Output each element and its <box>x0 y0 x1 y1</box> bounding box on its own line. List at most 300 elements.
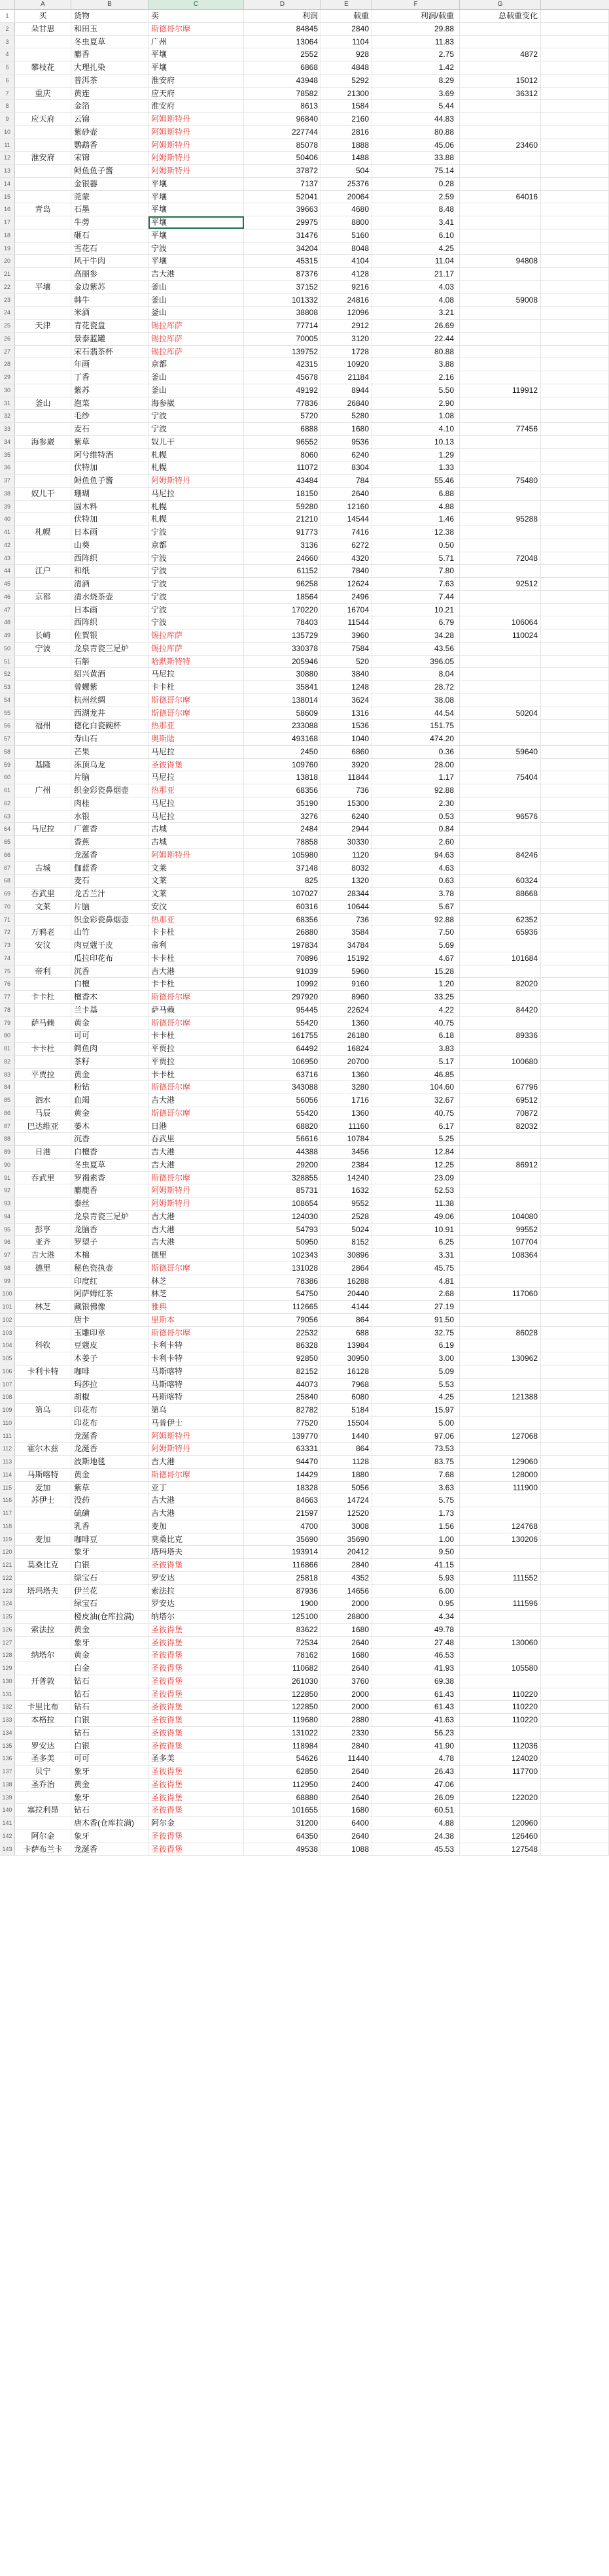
sell-port-cell[interactable]: 吞武里 <box>148 1133 244 1145</box>
goods-cell[interactable]: 龙涎香 <box>71 1843 148 1856</box>
empty-cell[interactable] <box>541 1236 609 1248</box>
profit-cell[interactable]: 4700 <box>244 1520 321 1533</box>
load-cell[interactable]: 504 <box>321 165 372 177</box>
buy-port-cell[interactable] <box>15 707 71 720</box>
row-number[interactable]: 47 <box>0 604 15 616</box>
row-number[interactable]: 43 <box>0 552 15 565</box>
sell-port-cell[interactable]: 马尼拉 <box>148 797 244 810</box>
sell-port-cell[interactable]: 圣彼得堡 <box>148 1779 244 1791</box>
load-cell[interactable]: 26180 <box>321 1029 372 1042</box>
load-cell[interactable]: 5056 <box>321 1482 372 1494</box>
total-load-change-cell[interactable] <box>460 1779 541 1791</box>
total-load-change-cell[interactable] <box>460 1417 541 1430</box>
goods-cell[interactable]: 鳄鱼肉 <box>71 1043 148 1055</box>
profit-per-load-cell[interactable]: 73.53 <box>372 1443 460 1455</box>
buy-port-cell[interactable] <box>15 849 71 861</box>
row-number[interactable]: 63 <box>0 811 15 823</box>
sell-port-cell[interactable]: 阿姆斯特丹 <box>148 139 244 152</box>
sell-port-cell[interactable]: 吉大港 <box>148 1094 244 1107</box>
goods-cell[interactable]: 伊兰花 <box>71 1585 148 1597</box>
profit-cell[interactable]: 343088 <box>244 1081 321 1094</box>
load-cell[interactable]: 3760 <box>321 1675 372 1688</box>
load-cell[interactable]: 1360 <box>321 1069 372 1081</box>
row-number[interactable]: 1 <box>0 10 15 22</box>
row-number[interactable]: 80 <box>0 1029 15 1042</box>
profit-per-load-cell[interactable]: 22.44 <box>372 333 460 345</box>
header-cell-sell[interactable]: 卖 <box>148 10 244 22</box>
row-number[interactable]: 32 <box>0 410 15 422</box>
buy-port-cell[interactable] <box>15 307 71 319</box>
goods-cell[interactable]: 鲟鱼鱼子酱 <box>71 165 148 177</box>
sell-port-cell[interactable]: 宁波 <box>148 243 244 255</box>
total-load-change-cell[interactable] <box>460 836 541 848</box>
empty-cell[interactable] <box>541 1379 609 1391</box>
profit-cell[interactable]: 54750 <box>244 1288 321 1300</box>
row-number[interactable]: 8 <box>0 100 15 112</box>
sell-port-cell[interactable]: 京都 <box>148 539 244 552</box>
sell-port-cell[interactable]: 斯德哥尔摩 <box>148 1081 244 1094</box>
sell-port-cell[interactable]: 麦加 <box>148 1520 244 1533</box>
total-load-change-cell[interactable] <box>460 449 541 461</box>
sell-port-cell[interactable]: 宁波 <box>148 591 244 603</box>
total-load-change-cell[interactable] <box>460 36 541 48</box>
profit-cell[interactable]: 109760 <box>244 759 321 771</box>
total-load-change-cell[interactable]: 106064 <box>460 616 541 629</box>
total-load-change-cell[interactable]: 129060 <box>460 1456 541 1468</box>
total-load-change-cell[interactable] <box>460 243 541 255</box>
total-load-change-cell[interactable] <box>460 965 541 978</box>
profit-per-load-cell[interactable]: 151.75 <box>372 720 460 732</box>
profit-per-load-cell[interactable]: 38.08 <box>372 694 460 707</box>
profit-per-load-cell[interactable]: 1.33 <box>372 461 460 474</box>
total-load-change-cell[interactable] <box>460 281 541 293</box>
total-load-change-cell[interactable] <box>460 371 541 384</box>
total-load-change-cell[interactable] <box>460 694 541 707</box>
profit-cell[interactable]: 138014 <box>244 694 321 707</box>
goods-cell[interactable]: 黄金 <box>71 1649 148 1662</box>
profit-cell[interactable]: 3276 <box>244 811 321 823</box>
profit-cell[interactable]: 13818 <box>244 771 321 784</box>
total-load-change-cell[interactable] <box>460 152 541 164</box>
sell-port-cell[interactable]: 淮安府 <box>148 75 244 87</box>
goods-cell[interactable]: 黄金 <box>71 1779 148 1791</box>
profit-cell[interactable]: 91039 <box>244 965 321 978</box>
goods-cell[interactable]: 黄连 <box>71 88 148 100</box>
buy-port-cell[interactable] <box>15 1520 71 1533</box>
load-cell[interactable]: 2840 <box>321 23 372 35</box>
goods-cell[interactable]: 绍兴黄酒 <box>71 668 148 680</box>
row-number[interactable]: 127 <box>0 1637 15 1649</box>
profit-per-load-cell[interactable]: 15.97 <box>372 1404 460 1416</box>
buy-port-cell[interactable]: 应天府 <box>15 113 71 125</box>
buy-port-cell[interactable]: 淮安府 <box>15 152 71 164</box>
profit-per-load-cell[interactable]: 34.28 <box>372 629 460 642</box>
row-number[interactable]: 11 <box>0 139 15 152</box>
goods-cell[interactable]: 白银 <box>71 1559 148 1571</box>
load-cell[interactable]: 5184 <box>321 1404 372 1416</box>
profit-per-load-cell[interactable]: 47.06 <box>372 1779 460 1791</box>
goods-cell[interactable]: 毛纱 <box>71 410 148 422</box>
buy-port-cell[interactable] <box>15 1391 71 1403</box>
profit-cell[interactable]: 38808 <box>244 307 321 319</box>
goods-cell[interactable]: 黄金 <box>71 1107 148 1120</box>
row-number[interactable]: 62 <box>0 797 15 810</box>
profit-cell[interactable]: 79056 <box>244 1314 321 1326</box>
buy-port-cell[interactable] <box>15 255 71 267</box>
empty-cell[interactable] <box>541 668 609 680</box>
buy-port-cell[interactable] <box>15 1159 71 1171</box>
buy-port-cell[interactable] <box>15 681 71 694</box>
load-cell[interactable]: 20064 <box>321 191 372 203</box>
profit-per-load-cell[interactable]: 0.36 <box>372 746 460 758</box>
sell-port-cell[interactable]: 马斯喀特 <box>148 1391 244 1403</box>
load-cell[interactable]: 5024 <box>321 1224 372 1236</box>
buy-port-cell[interactable]: 朵甘思 <box>15 23 71 35</box>
row-number[interactable]: 61 <box>0 784 15 797</box>
profit-cell[interactable]: 44073 <box>244 1379 321 1391</box>
goods-cell[interactable]: 龙脑香 <box>71 1224 148 1236</box>
goods-cell[interactable]: 藏银佛像 <box>71 1301 148 1313</box>
profit-cell[interactable]: 87376 <box>244 268 321 280</box>
profit-per-load-cell[interactable]: 5.25 <box>372 1133 460 1145</box>
empty-cell[interactable] <box>541 461 609 474</box>
empty-cell[interactable] <box>541 75 609 87</box>
sell-port-cell[interactable]: 马尼拉 <box>148 488 244 500</box>
sell-port-cell[interactable]: 罗安达 <box>148 1572 244 1584</box>
sell-port-cell[interactable]: 釜山 <box>148 281 244 293</box>
buy-port-cell[interactable] <box>15 243 71 255</box>
profit-cell[interactable]: 68356 <box>244 784 321 797</box>
sell-port-cell[interactable]: 京都 <box>148 358 244 371</box>
sell-port-cell[interactable]: 吉大港 <box>148 1159 244 1171</box>
goods-cell[interactable]: 年画 <box>71 358 148 371</box>
profit-cell[interactable]: 161755 <box>244 1029 321 1042</box>
row-number[interactable]: 78 <box>0 1004 15 1016</box>
profit-per-load-cell[interactable]: 6.18 <box>372 1029 460 1042</box>
empty-cell[interactable] <box>541 1365 609 1378</box>
profit-cell[interactable]: 108654 <box>244 1197 321 1210</box>
load-cell[interactable]: 3008 <box>321 1520 372 1533</box>
empty-cell[interactable] <box>541 1469 609 1481</box>
empty-cell[interactable] <box>541 1404 609 1416</box>
profit-per-load-cell[interactable]: 5.53 <box>372 1379 460 1391</box>
goods-cell[interactable]: 玉雕印章 <box>71 1327 148 1339</box>
row-number[interactable]: 124 <box>0 1597 15 1610</box>
total-load-change-cell[interactable] <box>460 436 541 448</box>
sell-port-cell[interactable]: 吉大港 <box>148 1456 244 1468</box>
load-cell[interactable]: 11844 <box>321 771 372 784</box>
row-number[interactable]: 95 <box>0 1224 15 1236</box>
sell-port-cell[interactable]: 马斯喀特 <box>148 1379 244 1391</box>
profit-per-load-cell[interactable]: 7.68 <box>372 1469 460 1481</box>
profit-per-load-cell[interactable]: 10.13 <box>372 436 460 448</box>
buy-port-cell[interactable] <box>15 126 71 139</box>
buy-port-cell[interactable]: 平壤 <box>15 281 71 293</box>
profit-cell[interactable]: 94470 <box>244 1456 321 1468</box>
empty-cell[interactable] <box>541 320 609 332</box>
total-load-change-cell[interactable]: 77456 <box>460 423 541 435</box>
profit-cell[interactable]: 56616 <box>244 1133 321 1145</box>
profit-cell[interactable]: 330378 <box>244 643 321 655</box>
buy-port-cell[interactable]: 马尼拉 <box>15 823 71 835</box>
total-load-change-cell[interactable]: 107704 <box>460 1236 541 1248</box>
empty-cell[interactable] <box>541 113 609 125</box>
load-cell[interactable]: 1104 <box>321 36 372 48</box>
buy-port-cell[interactable] <box>15 539 71 552</box>
profit-per-load-cell[interactable]: 6.25 <box>372 1236 460 1248</box>
profit-per-load-cell[interactable]: 4.25 <box>372 243 460 255</box>
empty-cell[interactable] <box>541 1224 609 1236</box>
profit-per-load-cell[interactable]: 1.20 <box>372 978 460 990</box>
goods-cell[interactable]: 沉香 <box>71 965 148 978</box>
profit-cell[interactable]: 107027 <box>244 888 321 900</box>
empty-cell[interactable] <box>541 126 609 139</box>
total-load-change-cell[interactable]: 86028 <box>460 1327 541 1339</box>
sell-port-cell[interactable]: 平壤 <box>148 61 244 74</box>
total-load-change-cell[interactable]: 67796 <box>460 1081 541 1094</box>
profit-per-load-cell[interactable]: 1.08 <box>372 410 460 422</box>
goods-cell[interactable]: 紫草 <box>71 436 148 448</box>
buy-port-cell[interactable]: 本格拉 <box>15 1714 71 1726</box>
empty-cell[interactable] <box>541 1017 609 1029</box>
buy-port-cell[interactable] <box>15 771 71 784</box>
profit-cell[interactable]: 64350 <box>244 1830 321 1843</box>
goods-cell[interactable]: 紫砂壶 <box>71 126 148 139</box>
row-number[interactable]: 98 <box>0 1262 15 1275</box>
sell-port-cell[interactable]: 文莱 <box>148 888 244 900</box>
load-cell[interactable]: 2840 <box>321 1559 372 1571</box>
empty-cell[interactable] <box>541 1314 609 1326</box>
goods-cell[interactable]: 砸石 <box>71 229 148 242</box>
total-load-change-cell[interactable]: 62352 <box>460 914 541 926</box>
row-number[interactable]: 118 <box>0 1520 15 1533</box>
row-number[interactable]: 46 <box>0 591 15 603</box>
profit-cell[interactable]: 56056 <box>244 1094 321 1107</box>
buy-port-cell[interactable]: 塞拉利昂 <box>15 1804 71 1816</box>
load-cell[interactable]: 20412 <box>321 1546 372 1558</box>
row-number[interactable]: 14 <box>0 178 15 190</box>
profit-per-load-cell[interactable]: 4.08 <box>372 294 460 307</box>
goods-cell[interactable]: 山葵 <box>71 539 148 552</box>
profit-per-load-cell[interactable]: 97.06 <box>372 1430 460 1443</box>
profit-cell[interactable]: 87936 <box>244 1585 321 1597</box>
load-cell[interactable]: 22624 <box>321 1004 372 1016</box>
profit-per-load-cell[interactable]: 32.67 <box>372 1094 460 1107</box>
total-load-change-cell[interactable] <box>460 759 541 771</box>
goods-cell[interactable]: 阿萨姆红茶 <box>71 1288 148 1300</box>
empty-cell[interactable] <box>541 836 609 848</box>
empty-cell[interactable] <box>541 784 609 797</box>
load-cell[interactable]: 520 <box>321 656 372 668</box>
profit-per-load-cell[interactable]: 61.43 <box>372 1701 460 1713</box>
load-cell[interactable]: 784 <box>321 475 372 487</box>
empty-cell[interactable] <box>541 229 609 242</box>
total-load-change-cell[interactable] <box>460 604 541 616</box>
empty-cell[interactable] <box>541 513 609 526</box>
load-cell[interactable]: 2840 <box>321 1740 372 1752</box>
row-number[interactable]: 67 <box>0 862 15 875</box>
profit-per-load-cell[interactable]: 49.06 <box>372 1211 460 1223</box>
sell-port-cell[interactable]: 斯德哥尔摩 <box>148 707 244 720</box>
goods-cell[interactable]: 波斯地毯 <box>71 1456 148 1468</box>
row-number[interactable]: 31 <box>0 397 15 410</box>
empty-cell[interactable] <box>541 423 609 435</box>
profit-cell[interactable]: 139752 <box>244 346 321 358</box>
total-load-change-cell[interactable]: 89336 <box>460 1029 541 1042</box>
profit-cell[interactable]: 77520 <box>244 1417 321 1430</box>
profit-per-load-cell[interactable]: 1.00 <box>372 1533 460 1546</box>
empty-cell[interactable] <box>541 1133 609 1145</box>
buy-port-cell[interactable]: 吞武里 <box>15 1172 71 1184</box>
row-number[interactable]: 64 <box>0 823 15 835</box>
profit-cell[interactable]: 197834 <box>244 939 321 952</box>
sell-port-cell[interactable]: 釜山 <box>148 307 244 319</box>
buy-port-cell[interactable]: 贝宁 <box>15 1765 71 1778</box>
sell-port-cell[interactable]: 热那亚 <box>148 914 244 926</box>
load-cell[interactable]: 7968 <box>321 1379 372 1391</box>
empty-cell[interactable] <box>541 939 609 952</box>
sell-port-cell[interactable]: 卡卡杜 <box>148 978 244 990</box>
total-load-change-cell[interactable]: 92512 <box>460 578 541 590</box>
load-cell[interactable]: 28344 <box>321 888 372 900</box>
profit-cell[interactable]: 37872 <box>244 165 321 177</box>
header-cell-profit-per-load[interactable]: 利润/载重 <box>372 10 460 22</box>
total-load-change-cell[interactable] <box>460 1184 541 1197</box>
profit-per-load-cell[interactable]: 5.69 <box>372 939 460 952</box>
profit-cell[interactable]: 85078 <box>244 139 321 152</box>
profit-cell[interactable]: 58609 <box>244 707 321 720</box>
goods-cell[interactable]: 白檀 <box>71 978 148 990</box>
total-load-change-cell[interactable]: 96576 <box>460 811 541 823</box>
profit-cell[interactable]: 54626 <box>244 1752 321 1765</box>
profit-per-load-cell[interactable]: 2.68 <box>372 1288 460 1300</box>
sell-port-cell[interactable]: 马斯喀特 <box>148 1365 244 1378</box>
profit-cell[interactable]: 8060 <box>244 449 321 461</box>
load-cell[interactable]: 4104 <box>321 255 372 267</box>
empty-cell[interactable] <box>541 48 609 61</box>
buy-port-cell[interactable]: 霍尔木兹 <box>15 1443 71 1455</box>
empty-cell[interactable] <box>541 61 609 74</box>
sell-port-cell[interactable]: 卡卡杜 <box>148 952 244 965</box>
buy-port-cell[interactable] <box>15 1004 71 1016</box>
sell-port-cell[interactable]: 圣多美 <box>148 1752 244 1765</box>
goods-cell[interactable]: 泰丝 <box>71 1197 148 1210</box>
buy-port-cell[interactable]: 圣乔治 <box>15 1779 71 1791</box>
goods-cell[interactable]: 白银 <box>71 1714 148 1726</box>
sell-port-cell[interactable]: 平壤 <box>148 48 244 61</box>
profit-per-load-cell[interactable]: 0.63 <box>372 875 460 887</box>
goods-cell[interactable]: 莞蒙 <box>71 191 148 203</box>
profit-cell[interactable]: 101655 <box>244 1804 321 1816</box>
buy-port-cell[interactable] <box>15 294 71 307</box>
row-number[interactable]: 51 <box>0 656 15 668</box>
load-cell[interactable]: 12520 <box>321 1507 372 1520</box>
row-number[interactable]: 140 <box>0 1804 15 1816</box>
sell-port-cell[interactable]: 索法拉 <box>148 1585 244 1597</box>
profit-cell[interactable]: 25840 <box>244 1391 321 1403</box>
sell-port-cell[interactable]: 平贾拉 <box>148 1056 244 1068</box>
sell-port-cell[interactable]: 平壤 <box>148 178 244 190</box>
profit-cell[interactable]: 44388 <box>244 1146 321 1158</box>
profit-per-load-cell[interactable]: 8.04 <box>372 668 460 680</box>
profit-cell[interactable]: 54793 <box>244 1224 321 1236</box>
empty-cell[interactable] <box>541 1275 609 1288</box>
row-number[interactable]: 15 <box>0 191 15 203</box>
profit-per-load-cell[interactable]: 10.91 <box>372 1224 460 1236</box>
buy-port-cell[interactable] <box>15 461 71 474</box>
sell-port-cell[interactable]: 斯德哥尔摩 <box>148 1327 244 1339</box>
goods-cell[interactable]: 冬虫夏草 <box>71 1159 148 1171</box>
total-load-change-cell[interactable]: 65936 <box>460 926 541 939</box>
load-cell[interactable]: 3456 <box>321 1146 372 1158</box>
row-number[interactable]: 59 <box>0 759 15 771</box>
sell-port-cell[interactable]: 吉大港 <box>148 1211 244 1223</box>
row-number[interactable]: 104 <box>0 1339 15 1352</box>
profit-cell[interactable]: 25818 <box>244 1572 321 1584</box>
empty-cell[interactable] <box>541 720 609 732</box>
goods-cell[interactable]: 象牙 <box>71 1765 148 1778</box>
goods-cell[interactable]: 沉香 <box>71 1133 148 1145</box>
total-load-change-cell[interactable]: 82032 <box>460 1120 541 1133</box>
buy-port-cell[interactable] <box>15 384 71 397</box>
row-number[interactable]: 112 <box>0 1443 15 1455</box>
row-number[interactable]: 10 <box>0 126 15 139</box>
load-cell[interactable]: 2384 <box>321 1159 372 1171</box>
row-number[interactable]: 86 <box>0 1107 15 1120</box>
profit-per-load-cell[interactable]: 45.06 <box>372 139 460 152</box>
load-cell[interactable]: 12160 <box>321 501 372 513</box>
goods-cell[interactable]: 青花瓷盘 <box>71 320 148 332</box>
buy-port-cell[interactable] <box>15 1379 71 1391</box>
empty-cell[interactable] <box>541 436 609 448</box>
column-header-a[interactable]: A <box>15 0 71 9</box>
profit-cell[interactable]: 112665 <box>244 1301 321 1313</box>
sell-port-cell[interactable]: 圣彼得堡 <box>148 1624 244 1636</box>
load-cell[interactable]: 8960 <box>321 991 372 1003</box>
profit-cell[interactable]: 42315 <box>244 358 321 371</box>
total-load-change-cell[interactable] <box>460 461 541 474</box>
empty-cell[interactable] <box>541 1262 609 1275</box>
buy-port-cell[interactable] <box>15 578 71 590</box>
buy-port-cell[interactable] <box>15 1597 71 1610</box>
profit-per-load-cell[interactable]: 2.60 <box>372 836 460 848</box>
row-number[interactable]: 28 <box>0 358 15 371</box>
total-load-change-cell[interactable]: 122020 <box>460 1792 541 1804</box>
load-cell[interactable]: 1584 <box>321 100 372 112</box>
buy-port-cell[interactable]: 卡卡杜 <box>15 991 71 1003</box>
header-cell-total-load-change[interactable]: 总载重变化 <box>460 10 541 22</box>
row-number[interactable]: 12 <box>0 152 15 164</box>
goods-cell[interactable]: 黄金 <box>71 1624 148 1636</box>
empty-cell[interactable] <box>541 707 609 720</box>
profit-per-load-cell[interactable]: 45.53 <box>372 1843 460 1856</box>
row-number[interactable]: 109 <box>0 1404 15 1416</box>
buy-port-cell[interactable] <box>15 811 71 823</box>
profit-cell[interactable]: 63716 <box>244 1069 321 1081</box>
profit-cell[interactable]: 78582 <box>244 88 321 100</box>
profit-cell[interactable]: 68880 <box>244 1792 321 1804</box>
sell-port-cell[interactable]: 斯德哥尔摩 <box>148 1017 244 1029</box>
buy-port-cell[interactable] <box>15 333 71 345</box>
goods-cell[interactable]: 和纸 <box>71 565 148 577</box>
load-cell[interactable]: 6272 <box>321 539 372 552</box>
row-number[interactable]: 99 <box>0 1275 15 1288</box>
empty-cell[interactable] <box>541 552 609 565</box>
empty-cell[interactable] <box>541 501 609 513</box>
load-cell[interactable]: 8048 <box>321 243 372 255</box>
goods-cell[interactable]: 茶籽 <box>71 1056 148 1068</box>
buy-port-cell[interactable] <box>15 978 71 990</box>
